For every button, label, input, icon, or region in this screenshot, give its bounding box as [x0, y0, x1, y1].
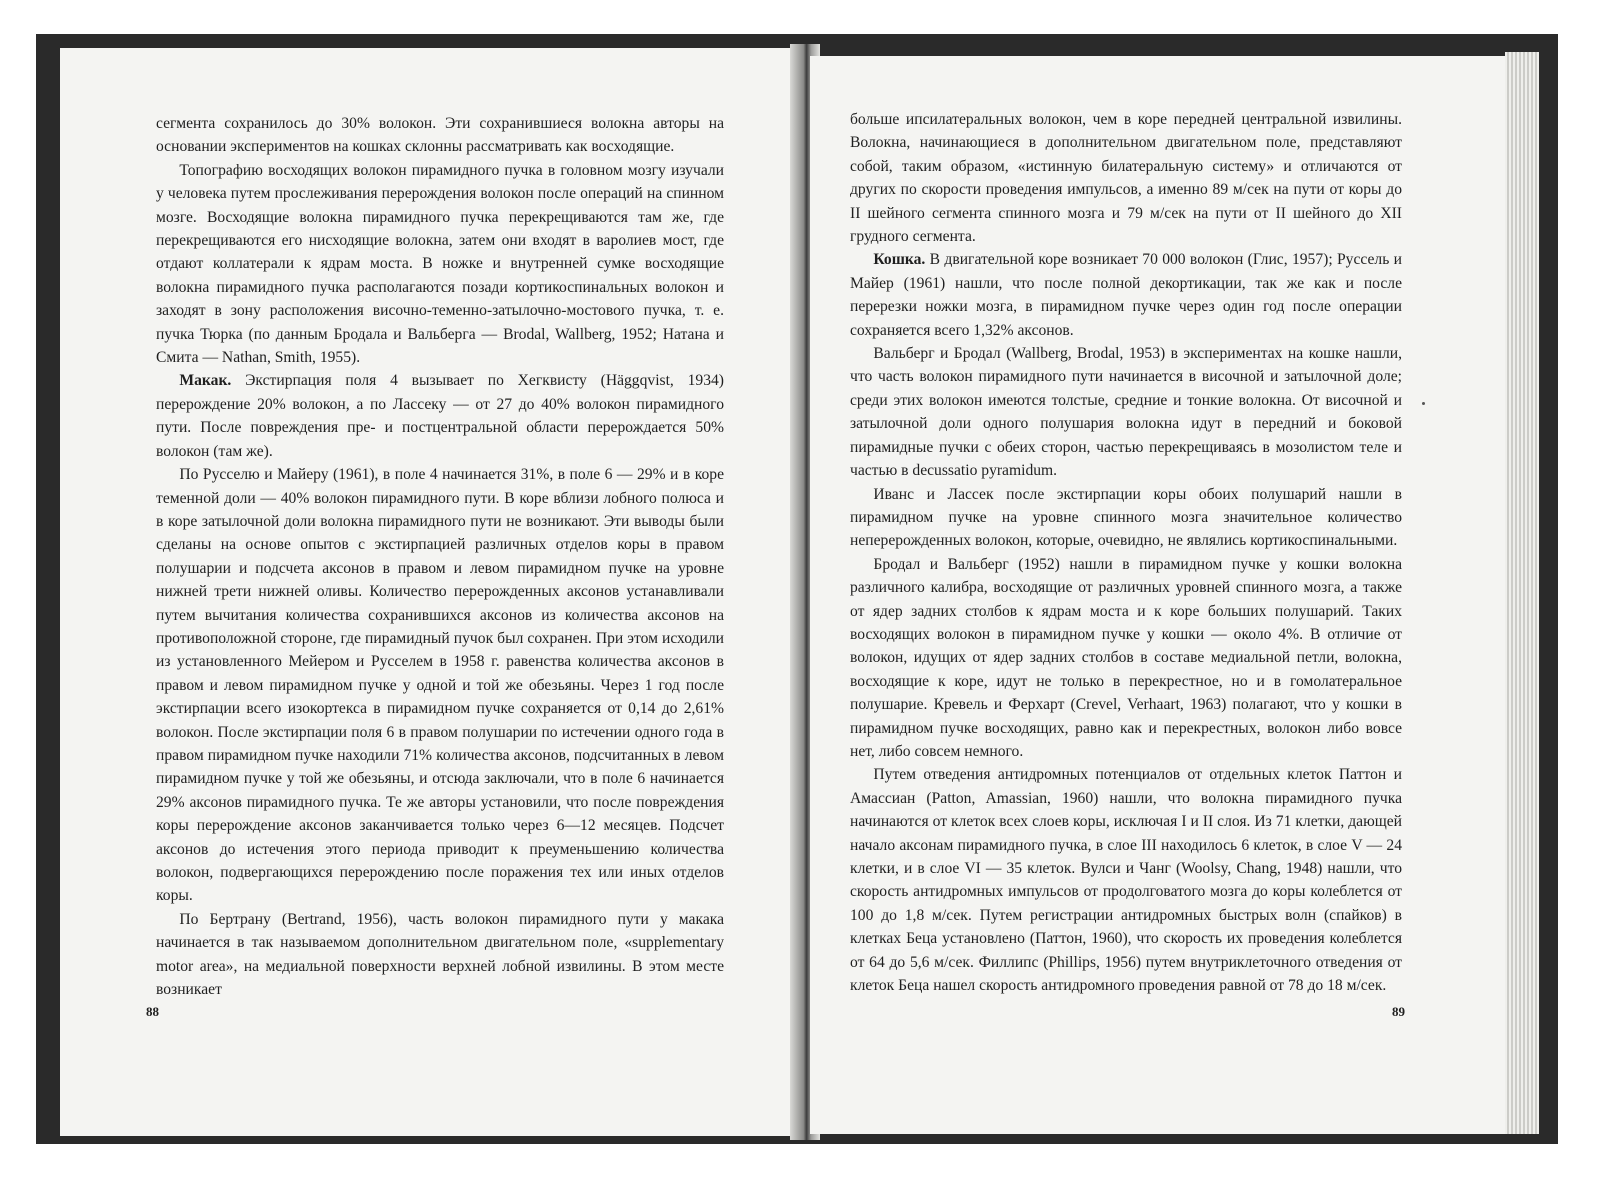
paragraph: [850, 553, 1402, 764]
paragraph-text: больше ипсилатеральных волокон, чем в коре передней центральной извилины. Волокна, начинающиеся в дополнительном двигательном поле, представляют собой, таким образом, «истинную билатеральную систему» и отличаются от других по скорости проведения импульсов, а именно 89 м/сек на пути от коры до II шейного сегмента спинного мозга и 79 м/сек на пути от II шейного до XII грудного сегмента.: [850, 111, 1402, 246]
paragraph-text: Вальберг и Бродал (Wallberg, Brodal, 1953) в экспериментах на кошке нашли, что часть волокон пирамидного пути начинается в височной и затылочной доле; среди этих волокон имеются толстые, средние и тонкие волокна. От височной и затылочной доли одного полушария волокна идут в передний и боковой пирамидные пучки с обеих сторон, частью перекрещиваясь в мозолистом теле и частью в decussatio pyramidum.: [850, 345, 1402, 480]
paragraph: [156, 463, 724, 908]
left-page: [60, 48, 800, 1136]
paragraph: [156, 112, 724, 159]
paragraph: [156, 369, 724, 463]
scan-speck: [1422, 402, 1425, 405]
paragraph-text: Путем отведения антидромных потенциалов от отдельных клеток Паттон и Амассиан (Patton, Amassian, 1960) нашли, что волокна пирамидного пучка начинаются от клеток всех слоев коры, исключая I и II слоя. Из 71 клетки, дающей начало аксонам пирамидного пучка, в слое III находилось 6 клеток, в слое V — 24 клетки, и в слое VI — 35 клеток. Вулси и Чанг (Woolsy, Chang, 1948) нашли, что скорость антидромных импульсов от продолговатого мозга до коры колеблется от 100 до 1,8 м/сек. Путем регистрации антидромных быстрых волн (спайков) в клетках Беца установлено (Паттон, 1960), что скорость их проведения колеблется от 64 до 5,6 м/сек. Филлипс (Phillips, 1956) путем внутриклеточного отведения от клеток Беца нашел скорость антидромного проведения равной от 78 до 18 м/сек.: [850, 766, 1402, 995]
paragraph-text: По Русселю и Майеру (1961), в поле 4 начинается 31%, в поле 6 — 29% и в коре теменной доли — 40% волокон пирамидного пути. В коре вблизи лобного полюса и в коре затылочной доли волокна пирамидного пути не возникают. Эти выводы были сделаны на основе опытов с экстирпацией различных отделов коры в правом полушарии и подсчета аксонов в правом и левом пирамидном пучке на уровне нижней трети нижней оливы. Количество перерожденных аксонов устанавливали путем вычитания количества сохранившихся аксонов из количества аксонов на противоположной стороне, где пирамидный пучок был сохранен. При этом исходили из установленного Мейером и Русселем в 1958 г. равенства количества аксонов в правом и левом пирамидном пучке у одной и той же обезьяны. Через 1 год после экстирпации всего изокортекса в пирамидном пучке сохраняется от 0,14 до 2,61% волокон. После экстирпации поля 6 в правом полушарии по истечении одного года в правом пирамидном пучке находили 71% количества аксонов, подсчитанных в левом пирамидном пучке у той же обезьяны, и отсюда заключали, что в поле 6 начинается 29% аксонов пирамидного пучка. Те же авторы установили, что после повреждения коры перерождение аксонов заканчивается только через 6—12 месяцев. Подсчет аксонов до истечения этого периода приводит к преуменьшению количества волокон, подвергающихся перерождению после поражения тех или иных отделов коры.: [156, 466, 724, 905]
paragraph-text: сегмента сохранилось до 30% волокон. Эти сохранившиеся волокна авторы на основании экспериментов на кошках склонны рассматривать как восходящие.: [156, 115, 724, 156]
paragraph: [850, 248, 1402, 342]
right-page: [810, 56, 1505, 1134]
paragraph: [156, 159, 724, 370]
paragraph: [156, 908, 724, 1002]
paragraph: [850, 342, 1402, 482]
page-number: 88: [146, 1004, 159, 1019]
paragraph: [850, 763, 1402, 997]
page-edges: [1505, 52, 1539, 1134]
paragraph-lead: Кошка.: [873, 251, 926, 269]
paragraph-text: Иванс и Лассек после экстирпации коры обоих полушарий нашли в пирамидном пучке на уровне спинного мозга значительное количество неперерожденных волокон, которые, очевидно, не являлись кортикоспинальными.: [850, 485, 1402, 550]
left-page-text: [156, 112, 724, 1001]
paragraph: [850, 483, 1402, 553]
paragraph-text: Экстирпация поля 4 вызывает по Хегквисту (Häggqvist, 1934) перерождение 20% волокон, а по Лассеку — от 27 до 40% волокон пирамидного пути. После повреждения пре- и постцентральной области перерождается 50% волокон (там же).: [156, 372, 724, 460]
paragraph: [850, 108, 1402, 248]
paragraph-text: Топографию восходящих волокон пирамидного пучка в головном мозгу изучали у человека путем прослеживания перерождения волокон после операций на спинном мозге. Восходящие волокна пирамидного пучка перекрещиваются там же, где перекрещиваются его нисходящие волокна, затем они входят в варолиев мост, где отдают коллатерали к ядрам моста. В ножке и внутренней сумке восходящие волокна пирамидного пучка располагаются позади кортикоспинальных волокон и заходят в зону расположения височно-теменно-затылочно-мостового пучка, т. е. пучка Тюрка (по данным Бродала и Вальберга — Brodal, Wallberg, 1952; Натана и Смита — Nathan, Smith, 1955).: [156, 161, 724, 367]
right-page-text: [850, 108, 1402, 997]
paragraph-lead: Макак.: [179, 372, 232, 390]
paragraph-text: По Бертрану (Bertrand, 1956), часть волокон пирамидного пути у макака начинается в так называемом дополнительном двигательном поле, «supplementary motor area», на медиальной поверхности верхней лобной извилины. В этом месте возникает: [156, 910, 724, 999]
paragraph-text: В двигательной коре возникает 70 000 волокон (Глис, 1957); Руссель и Майер (1961) нашли, что после полной декортикации, так же как и после перерезки ножки мозга, в пирамидном пучке через один год после операции сохраняется всего 1,32% аксонов.: [850, 251, 1402, 339]
paragraph-text: Бродал и Вальберг (1952) нашли в пирамидном пучке у кошки волокна различного калибра, восходящие от различных уровней спинного мозга, а также от ядер задних столбов к ядрам моста и к коре больших полушарий. Таких восходящих волокон в пирамидном пучке у кошки — около 4%. В отличие от волокон, идущих от ядер задних столбов в составе медиальной петли, волокна, восходящие к коре, идут не только в перекрестное, но и в гомолатеральное полушарие. Кревель и Ферхарт (Crevel, Verhaart, 1963) полагают, что у кошки в пирамидном пучке восходящих, равно как и перекрестных, волокон либо вовсе нет, либо совсем немного.: [850, 555, 1402, 760]
page-number: 89: [1392, 1004, 1405, 1019]
